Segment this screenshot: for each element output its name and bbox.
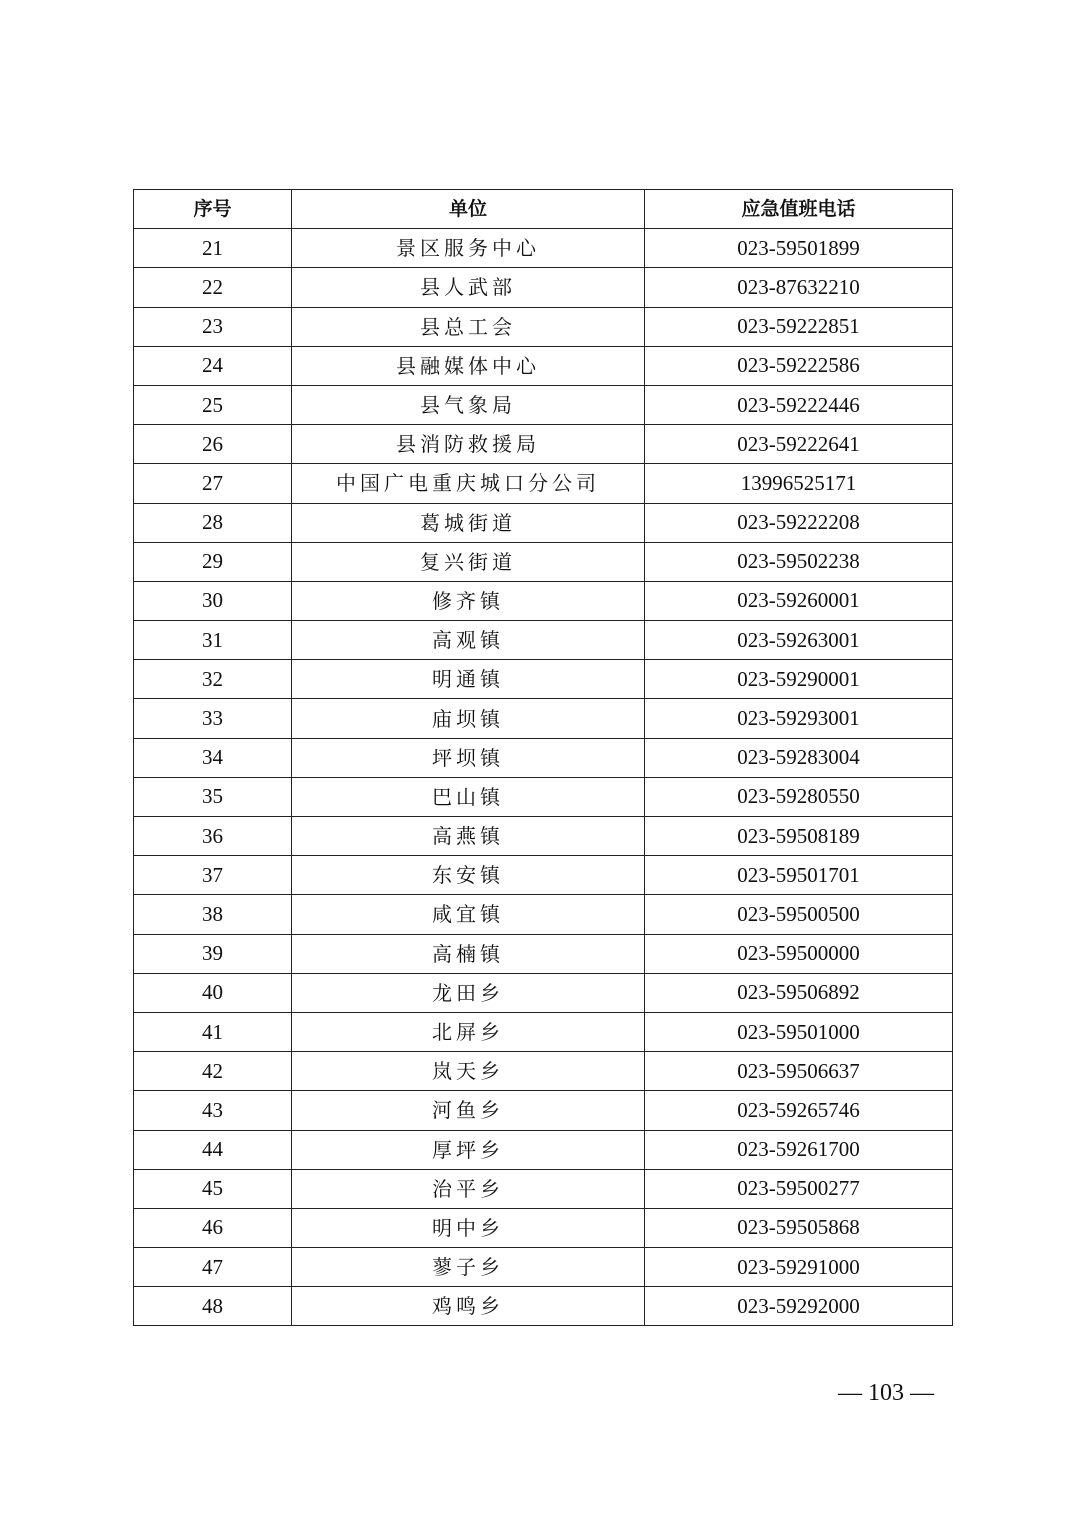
row-phone-number: 023-59500000 — [645, 934, 953, 973]
row-unit-name: 治平乡 — [292, 1169, 645, 1208]
row-phone-number: 023-59291000 — [645, 1248, 953, 1287]
row-phone-number: 023-59505868 — [645, 1208, 953, 1247]
row-phone-number: 023-59222851 — [645, 307, 953, 346]
row-serial-number: 35 — [134, 777, 292, 816]
table-row — [134, 464, 953, 503]
table-header-row — [134, 190, 953, 229]
row-serial-number: 24 — [134, 346, 292, 385]
row-serial-number: 30 — [134, 581, 292, 620]
page-number: — 103 — — [838, 1380, 934, 1406]
table-row — [134, 895, 953, 934]
row-serial-number: 26 — [134, 425, 292, 464]
row-serial-number: 37 — [134, 856, 292, 895]
table-row — [134, 738, 953, 777]
row-unit-name: 岚天乡 — [292, 1052, 645, 1091]
table-body — [134, 229, 953, 1326]
row-phone-number: 023-59292000 — [645, 1287, 953, 1326]
table-row — [134, 699, 953, 738]
row-serial-number: 43 — [134, 1091, 292, 1130]
row-serial-number: 34 — [134, 738, 292, 777]
row-unit-name: 高燕镇 — [292, 817, 645, 856]
row-unit-name: 咸宜镇 — [292, 895, 645, 934]
row-serial-number: 32 — [134, 660, 292, 699]
row-phone-number: 023-59222641 — [645, 425, 953, 464]
row-serial-number: 28 — [134, 503, 292, 542]
table-row — [134, 1012, 953, 1051]
row-serial-number: 47 — [134, 1248, 292, 1287]
row-serial-number: 46 — [134, 1208, 292, 1247]
row-phone-number: 023-59222446 — [645, 385, 953, 424]
row-phone-number: 023-59222586 — [645, 346, 953, 385]
row-serial-number: 22 — [134, 268, 292, 307]
table-row — [134, 542, 953, 581]
row-phone-number: 023-59222208 — [645, 503, 953, 542]
row-serial-number: 39 — [134, 934, 292, 973]
row-serial-number: 31 — [134, 621, 292, 660]
row-serial-number: 38 — [134, 895, 292, 934]
row-phone-number: 023-59260001 — [645, 581, 953, 620]
row-unit-name: 中国广电重庆城口分公司 — [292, 464, 645, 503]
table-row — [134, 425, 953, 464]
row-phone-number: 023-59280550 — [645, 777, 953, 816]
row-phone-number: 023-59508189 — [645, 817, 953, 856]
row-unit-name: 县气象局 — [292, 385, 645, 424]
table-row — [134, 1052, 953, 1091]
row-unit-name: 修齐镇 — [292, 581, 645, 620]
table-row — [134, 307, 953, 346]
row-serial-number: 33 — [134, 699, 292, 738]
table-row — [134, 777, 953, 816]
row-unit-name: 县融媒体中心 — [292, 346, 645, 385]
row-phone-number: 023-59501701 — [645, 856, 953, 895]
row-phone-number: 023-59502238 — [645, 542, 953, 581]
table-row — [134, 856, 953, 895]
row-phone-number: 023-59293001 — [645, 699, 953, 738]
header-unit: 单位 — [292, 190, 645, 229]
row-serial-number: 25 — [134, 385, 292, 424]
row-phone-number: 023-59501000 — [645, 1012, 953, 1051]
row-serial-number: 36 — [134, 817, 292, 856]
row-serial-number: 44 — [134, 1130, 292, 1169]
table-row — [134, 346, 953, 385]
table-row — [134, 1287, 953, 1326]
row-unit-name: 复兴街道 — [292, 542, 645, 581]
table-row — [134, 1248, 953, 1287]
table-row — [134, 229, 953, 268]
row-serial-number: 27 — [134, 464, 292, 503]
row-serial-number: 40 — [134, 973, 292, 1012]
table-row — [134, 385, 953, 424]
row-unit-name: 高楠镇 — [292, 934, 645, 973]
row-phone-number: 023-87632210 — [645, 268, 953, 307]
table-row — [134, 581, 953, 620]
row-serial-number: 21 — [134, 229, 292, 268]
row-unit-name: 县总工会 — [292, 307, 645, 346]
table-row — [134, 1130, 953, 1169]
row-phone-number: 023-59283004 — [645, 738, 953, 777]
row-unit-name: 厚坪乡 — [292, 1130, 645, 1169]
table-row — [134, 973, 953, 1012]
header-emergency-phone: 应急值班电话 — [645, 190, 953, 229]
emergency-phone-table-container — [133, 189, 952, 1326]
row-phone-number: 023-59261700 — [645, 1130, 953, 1169]
row-phone-number: 023-59265746 — [645, 1091, 953, 1130]
row-phone-number: 023-59506637 — [645, 1052, 953, 1091]
table-row — [134, 268, 953, 307]
row-phone-number: 023-59500500 — [645, 895, 953, 934]
row-unit-name: 景区服务中心 — [292, 229, 645, 268]
row-phone-number: 023-59290001 — [645, 660, 953, 699]
row-phone-number: 023-59263001 — [645, 621, 953, 660]
header-serial-number: 序号 — [134, 190, 292, 229]
row-unit-name: 蓼子乡 — [292, 1248, 645, 1287]
row-serial-number: 45 — [134, 1169, 292, 1208]
row-unit-name: 巴山镇 — [292, 777, 645, 816]
row-serial-number: 42 — [134, 1052, 292, 1091]
table-row — [134, 1169, 953, 1208]
row-unit-name: 县人武部 — [292, 268, 645, 307]
row-unit-name: 东安镇 — [292, 856, 645, 895]
emergency-phone-table — [133, 189, 953, 1326]
row-serial-number: 48 — [134, 1287, 292, 1326]
row-unit-name: 龙田乡 — [292, 973, 645, 1012]
row-phone-number: 023-59500277 — [645, 1169, 953, 1208]
row-serial-number: 23 — [134, 307, 292, 346]
row-unit-name: 鸡鸣乡 — [292, 1287, 645, 1326]
table-row — [134, 1208, 953, 1247]
row-serial-number: 29 — [134, 542, 292, 581]
row-unit-name: 坪坝镇 — [292, 738, 645, 777]
row-unit-name: 葛城街道 — [292, 503, 645, 542]
table-row — [134, 621, 953, 660]
row-unit-name: 北屏乡 — [292, 1012, 645, 1051]
row-unit-name: 县消防救援局 — [292, 425, 645, 464]
table-row — [134, 660, 953, 699]
row-unit-name: 河鱼乡 — [292, 1091, 645, 1130]
table-row — [134, 1091, 953, 1130]
row-unit-name: 庙坝镇 — [292, 699, 645, 738]
row-serial-number: 41 — [134, 1012, 292, 1051]
row-phone-number: 13996525171 — [645, 464, 953, 503]
row-unit-name: 高观镇 — [292, 621, 645, 660]
table-row — [134, 503, 953, 542]
row-unit-name: 明通镇 — [292, 660, 645, 699]
table-row — [134, 934, 953, 973]
table-row — [134, 817, 953, 856]
row-phone-number: 023-59501899 — [645, 229, 953, 268]
row-unit-name: 明中乡 — [292, 1208, 645, 1247]
row-phone-number: 023-59506892 — [645, 973, 953, 1012]
